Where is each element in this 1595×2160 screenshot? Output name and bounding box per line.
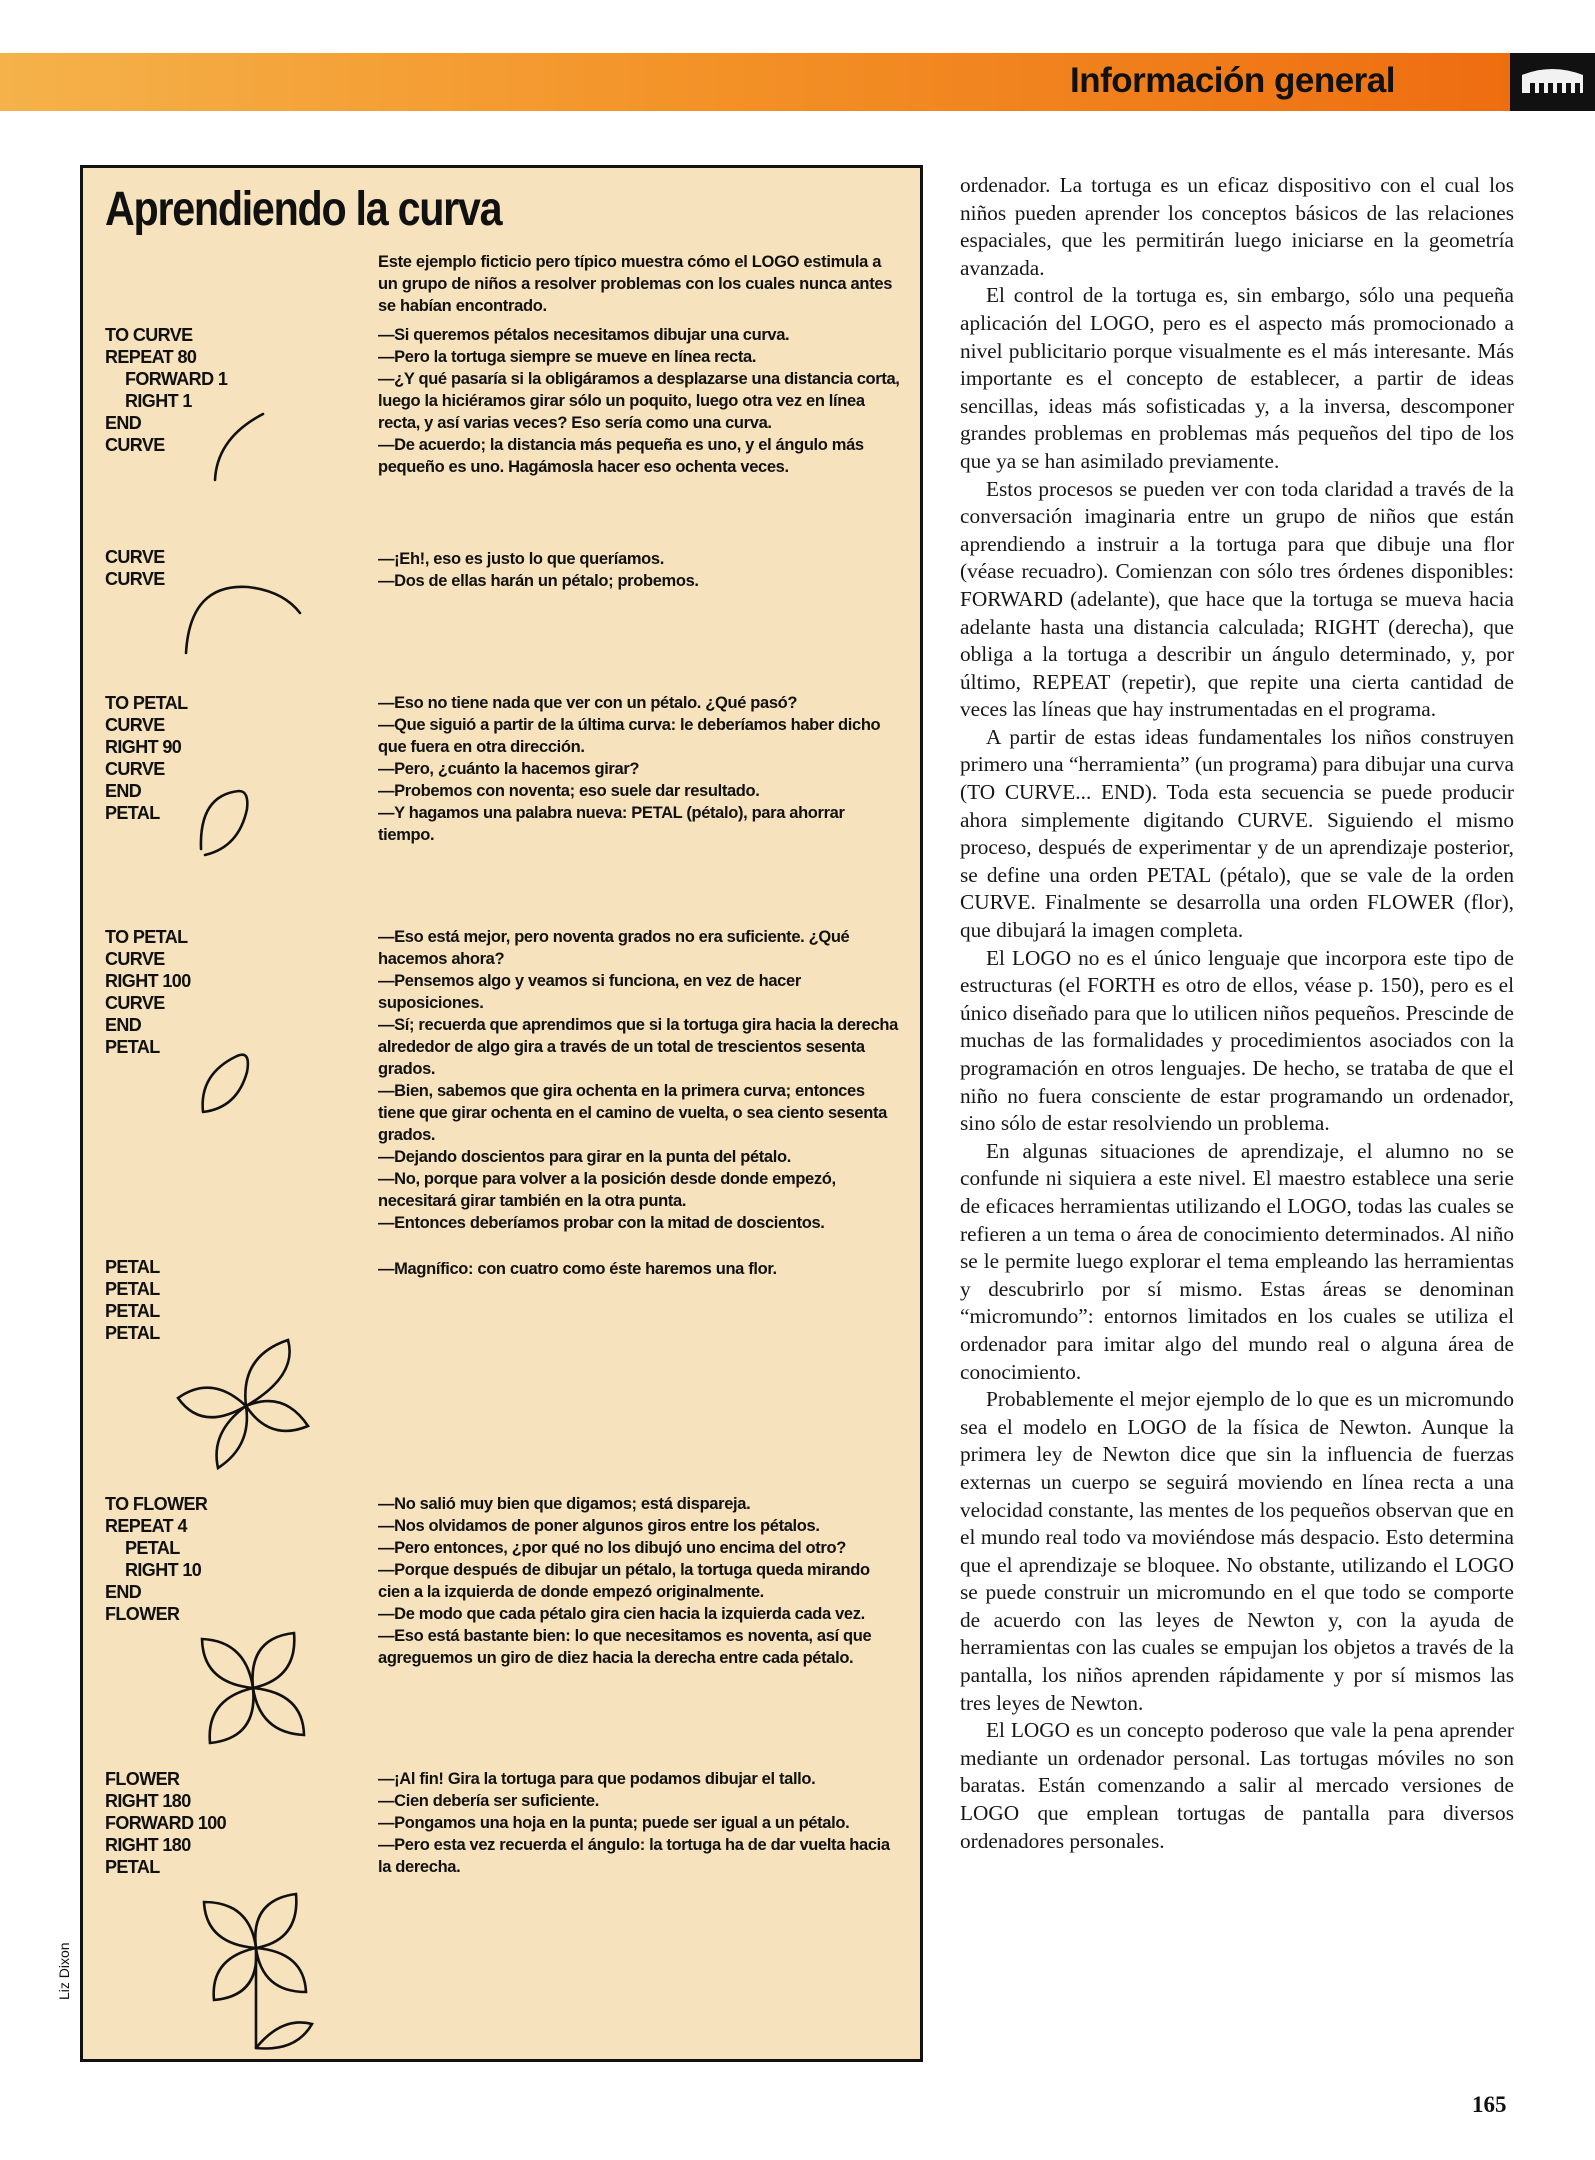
petal-100-drawing [193, 1048, 273, 1128]
code-line: PETAL [105, 1257, 160, 1277]
dialog-line: —Probemos con noventa; eso suele dar resultado. [378, 782, 760, 800]
dialog-line: —Bien, sabemos que gira ochenta en la primera curva; entonces tiene que girar ochenta en el camino de vuelta, o sea ciento sesenta grados. [378, 1082, 887, 1144]
uneven-flower-drawing [158, 1328, 318, 1478]
dialog-line: —Eso está bastante bien: lo que necesitamos es noventa, así que agreguemos un giro de diez hacia la derecha entre cada pétalo. [378, 1627, 872, 1667]
section-banner [0, 53, 1510, 111]
dialog-line: —De acuerdo; la distancia más pequeña es uno, y el ángulo más pequeño es uno. Hagámosla hacer eso ochenta veces. [378, 436, 864, 476]
section-title: Información general [1069, 61, 1395, 100]
flower-drawing [188, 1623, 318, 1753]
code-line: RIGHT 100 [105, 971, 191, 991]
dialog-line: —¡Al fin! Gira la tortuga para que podamos dibujar el tallo. [378, 1770, 816, 1788]
dialog-line: —Pero esta vez recuerda el ángulo: la tortuga ha de dar vuelta hacia la derecha. [378, 1836, 890, 1876]
dialog-line: —Y hagamos una palabra nueva: PETAL (pétalo), para ahorrar tiempo. [378, 804, 845, 844]
code-block-flower [105, 1493, 207, 1625]
code-line: END [105, 1582, 142, 1602]
code-line: FLOWER [105, 1604, 180, 1624]
dialog-line: —¡Eh!, eso es justo lo que queríamos. [378, 550, 664, 568]
code-line: CURVE [105, 715, 165, 735]
code-line: TO PETAL [105, 927, 188, 947]
dialog-line: —Nos olvidamos de poner algunos giros entre los pétalos. [378, 1517, 820, 1535]
dialog-block-four-petals [378, 1258, 903, 1280]
code-line: PETAL [105, 1301, 160, 1321]
code-line: CURVE [105, 569, 165, 589]
code-line: PETAL [105, 1323, 160, 1343]
dialog-line: —Eso está mejor, pero noventa grados no era suficiente. ¿Qué hacemos ahora? [378, 928, 850, 968]
code-line: RIGHT 10 [125, 1560, 202, 1580]
code-line: REPEAT 80 [105, 347, 197, 367]
dialog-block-flower [378, 1493, 903, 1669]
flower-with-stem-drawing [186, 1888, 326, 2058]
dialog-line: —Pero, ¿cuánto la hacemos girar? [378, 760, 640, 778]
code-line: REPEAT 4 [105, 1516, 187, 1536]
dialog-line: —Pongamos una hoja en la punta; puede ser igual a un pétalo. [378, 1814, 850, 1832]
code-line: TO FLOWER [105, 1494, 208, 1514]
paragraph: Estos procesos se pueden ver con toda claridad a través de la conversación imaginaria entre un grupo de niños que están aprendiendo a instruir a la tortuga para que dibuje una flor (véase recuadro). Comienzan con sólo tres órdenes disponibles: FORWARD (adelante), que hace que la tortuga se mueva hacia adelante hasta una distancia calculada; RIGHT (derecha), que obliga a la tortuga a describir un ángulo determinado, y, por último, REPEAT (repetir), que repite una cierta cantidad de veces las líneas que hay instrumentadas en el programa. [960, 476, 1514, 722]
code-line: CURVE [105, 949, 165, 969]
dialog-line: —Pensemos algo y veamos si funciona, en vez de hacer suposiciones. [378, 972, 801, 1012]
code-line: END [105, 1015, 142, 1035]
code-block-petal-90 [105, 692, 188, 824]
code-line: PETAL [105, 803, 160, 823]
code-block-two-curves [105, 546, 165, 590]
code-block-four-petals [105, 1256, 160, 1344]
code-line: PETAL [105, 1279, 160, 1299]
code-line: FORWARD 1 [125, 369, 228, 389]
logo-sidebar-box [80, 165, 923, 2062]
code-block-petal-100 [105, 926, 191, 1058]
dialog-line: —Dos de ellas harán un pétalo; probemos. [378, 572, 699, 590]
paragraph: El LOGO es un concepto poderoso que vale la pena aprender mediante un ordenador personal. Las tortugas móviles no son baratas. Están comenzando a salir al mercado versiones de LOGO que emplean tortugas de pantalla para diversos ordenadores personales. [960, 1718, 1514, 1853]
dialog-line: —¿Y qué pasaría si la obligáramos a desplazarse una distancia corta, luego la hiciéramos girar sólo un poquito, luego otra vez en línea recta, y así varias veces? Eso sería como una curva. [378, 370, 900, 432]
code-line: FLOWER [105, 1769, 180, 1789]
code-line: FORWARD 100 [105, 1813, 227, 1833]
arc-drawing [178, 573, 318, 663]
curve-drawing [193, 408, 283, 488]
code-line: CURVE [105, 435, 165, 455]
paragraph: Probablemente el mejor ejemplo de lo que es un micromundo sea el modelo en LOGO de la física de Newton. Aunque la primera ley de Newton dice que sin la influencia de fuerzas externas un cuerpo se seguirá moviendo en línea recta a una velocidad constante, las mentes de los pequeños observan que en el mundo real todo va moviéndose más despacio. Esto determina que el aprendizaje se bloquee. No obstante, utilizando el LOGO se puede construir un micromundo en el que todo se comporte de acuerdo con las leyes de Newton y, con la ayuda de herramientas con las cuales se empujan los objetos a través de la pantalla, los niños aprenden rápidamente y por sí mismos las tres leyes de Newton. [960, 1387, 1514, 1715]
dialog-line: —Que siguió a partir de la última curva: le deberíamos haber dicho que fuera en otra dirección. [378, 716, 881, 756]
code-line: CURVE [105, 547, 165, 567]
code-line: RIGHT 180 [105, 1791, 191, 1811]
paragraph: A partir de estas ideas fundamentales los niños construyen primero una “herramienta” (un programa) para dibujar una curva (TO CURVE... END). Toda esta secuencia se puede producir ahora simplemente digitando CURVE. Siguiendo el mismo proceso, después de experimentar y de un aprendizaje posterior, se define una orden PETAL (pétalo), que se vale de la orden CURVE. Finalmente se desarrolla una orden FLOWER (flor), que dibujará la imagen completa. [960, 724, 1514, 943]
paragraph: ordenador. La tortuga es un eficaz dispositivo con el cual los niños pueden aprender los conceptos básicos de las relaciones espaciales, que les permitirán luego iniciarse en la geometría avanzada. [960, 173, 1514, 280]
box-intro: Este ejemplo ficticio pero típico muestra cómo el LOGO estimula a un grupo de niños a resolver problemas con los cuales nunca antes se habían encontrado. [378, 253, 893, 315]
dialog-line: —Si queremos pétalos necesitamos dibujar una curva. [378, 326, 790, 344]
dialog-line: —Pero entonces, ¿por qué no los dibujó uno encima del otro? [378, 1539, 846, 1557]
code-line: PETAL [105, 1857, 160, 1877]
code-line: PETAL [105, 1037, 160, 1057]
code-line: CURVE [105, 993, 165, 1013]
illustration-credit: Liz Dixon [56, 1942, 72, 2000]
dialog-block-stem [378, 1768, 903, 1878]
dialog-line: —De modo que cada pétalo gira cien hacia la izquierda cada vez. [378, 1605, 865, 1623]
dialog-line: —Magnífico: con cuatro como éste haremos una flor. [378, 1260, 777, 1278]
dialog-line: —Entonces deberíamos probar con la mitad de doscientos. [378, 1214, 825, 1232]
dialog-line: —Cien debería ser suficiente. [378, 1792, 599, 1810]
code-line: TO CURVE [105, 325, 193, 345]
code-line: END [105, 781, 142, 801]
page-number: 165 [1472, 2092, 1507, 2117]
paragraph: El control de la tortuga es, sin embargo, sólo una pequeña aplicación del LOGO, pero es el aspecto más promocionado a nivel publicitario porque visualmente es el más interesante. Más importante es el concepto de establecer, a partir de ideas sencillas, ideas más sofisticadas y, a la inversa, descomponer grandes problemas en problemas más pequeños del tipo de los que ya se han asimilado previamente. [960, 283, 1514, 473]
dialog-block-petal-90 [378, 692, 903, 846]
paragraph: En algunas situaciones de aprendizaje, el alumno no se confunde ni siquiera a este nivel. El maestro establece una serie de eficaces herramientas utilizando el LOGO, todas las cuales se refieren a un tema o área de conocimiento determinados. Al niño se le permite luego explorar el tema empleando las herramientas y descubrirlo por sí mismo. Estas áreas se denominan “micromundo”: entornos limitados en los cuales se utiliza el ordenador para imitar algo del mundo real o alguna área de conocimiento. [960, 1138, 1514, 1384]
code-line: RIGHT 1 [125, 391, 192, 411]
code-block-stem [105, 1768, 226, 1878]
article-body [960, 172, 1514, 1855]
code-line: CURVE [105, 759, 165, 779]
dialog-line: —Eso no tiene nada que ver con un pétalo. ¿Qué pasó? [378, 694, 798, 712]
dialog-line: —Sí; recuerda que aprendimos que si la tortuga gira hacia la derecha alrededor de algo gira a través de un total de trescientos sesenta grados. [378, 1016, 898, 1078]
dialog-line: —No salió muy bien que digamos; está dispareja. [378, 1495, 751, 1513]
code-line: PETAL [125, 1538, 180, 1558]
dialog-line: —No, porque para volver a la posición desde donde empezó, necesitará girar también en la otra punta. [378, 1170, 836, 1210]
dialog-block-petal-100 [378, 926, 903, 1234]
dialog-line: —Pero la tortuga siempre se mueve en línea recta. [378, 348, 757, 366]
paragraph: El LOGO no es el único lenguaje que incorpora este tipo de estructuras (el FORTH es otro de ellos, véase p. 150), pero es el único diseñado para que lo utilicen niños pequeños. Prescinde de muchas de las formalidades y procedimientos asociados con la programación en otros lenguajes. De hecho, se trataba de que el niño no fuera consciente de estar programando un ordenador, sino sólo de estar resolviendo un problema. [960, 945, 1514, 1136]
code-line: TO PETAL [105, 693, 188, 713]
dialog-block-two-curves [378, 548, 903, 592]
dialog-line: —Porque después de dibujar un pétalo, la tortuga queda mirando cien a la izquierda de donde empezó originalmente. [378, 1561, 870, 1601]
dialog-line: —Dejando doscientos para girar en la punta del pétalo. [378, 1148, 791, 1166]
petal-90-drawing [191, 783, 271, 863]
code-line: RIGHT 180 [105, 1835, 191, 1855]
dialog-block-curve [378, 324, 903, 478]
code-line: RIGHT 90 [105, 737, 182, 757]
box-title: Aprendiendo la curva [105, 183, 502, 236]
keyboard-icon [1510, 53, 1595, 111]
code-line: END [105, 413, 142, 433]
